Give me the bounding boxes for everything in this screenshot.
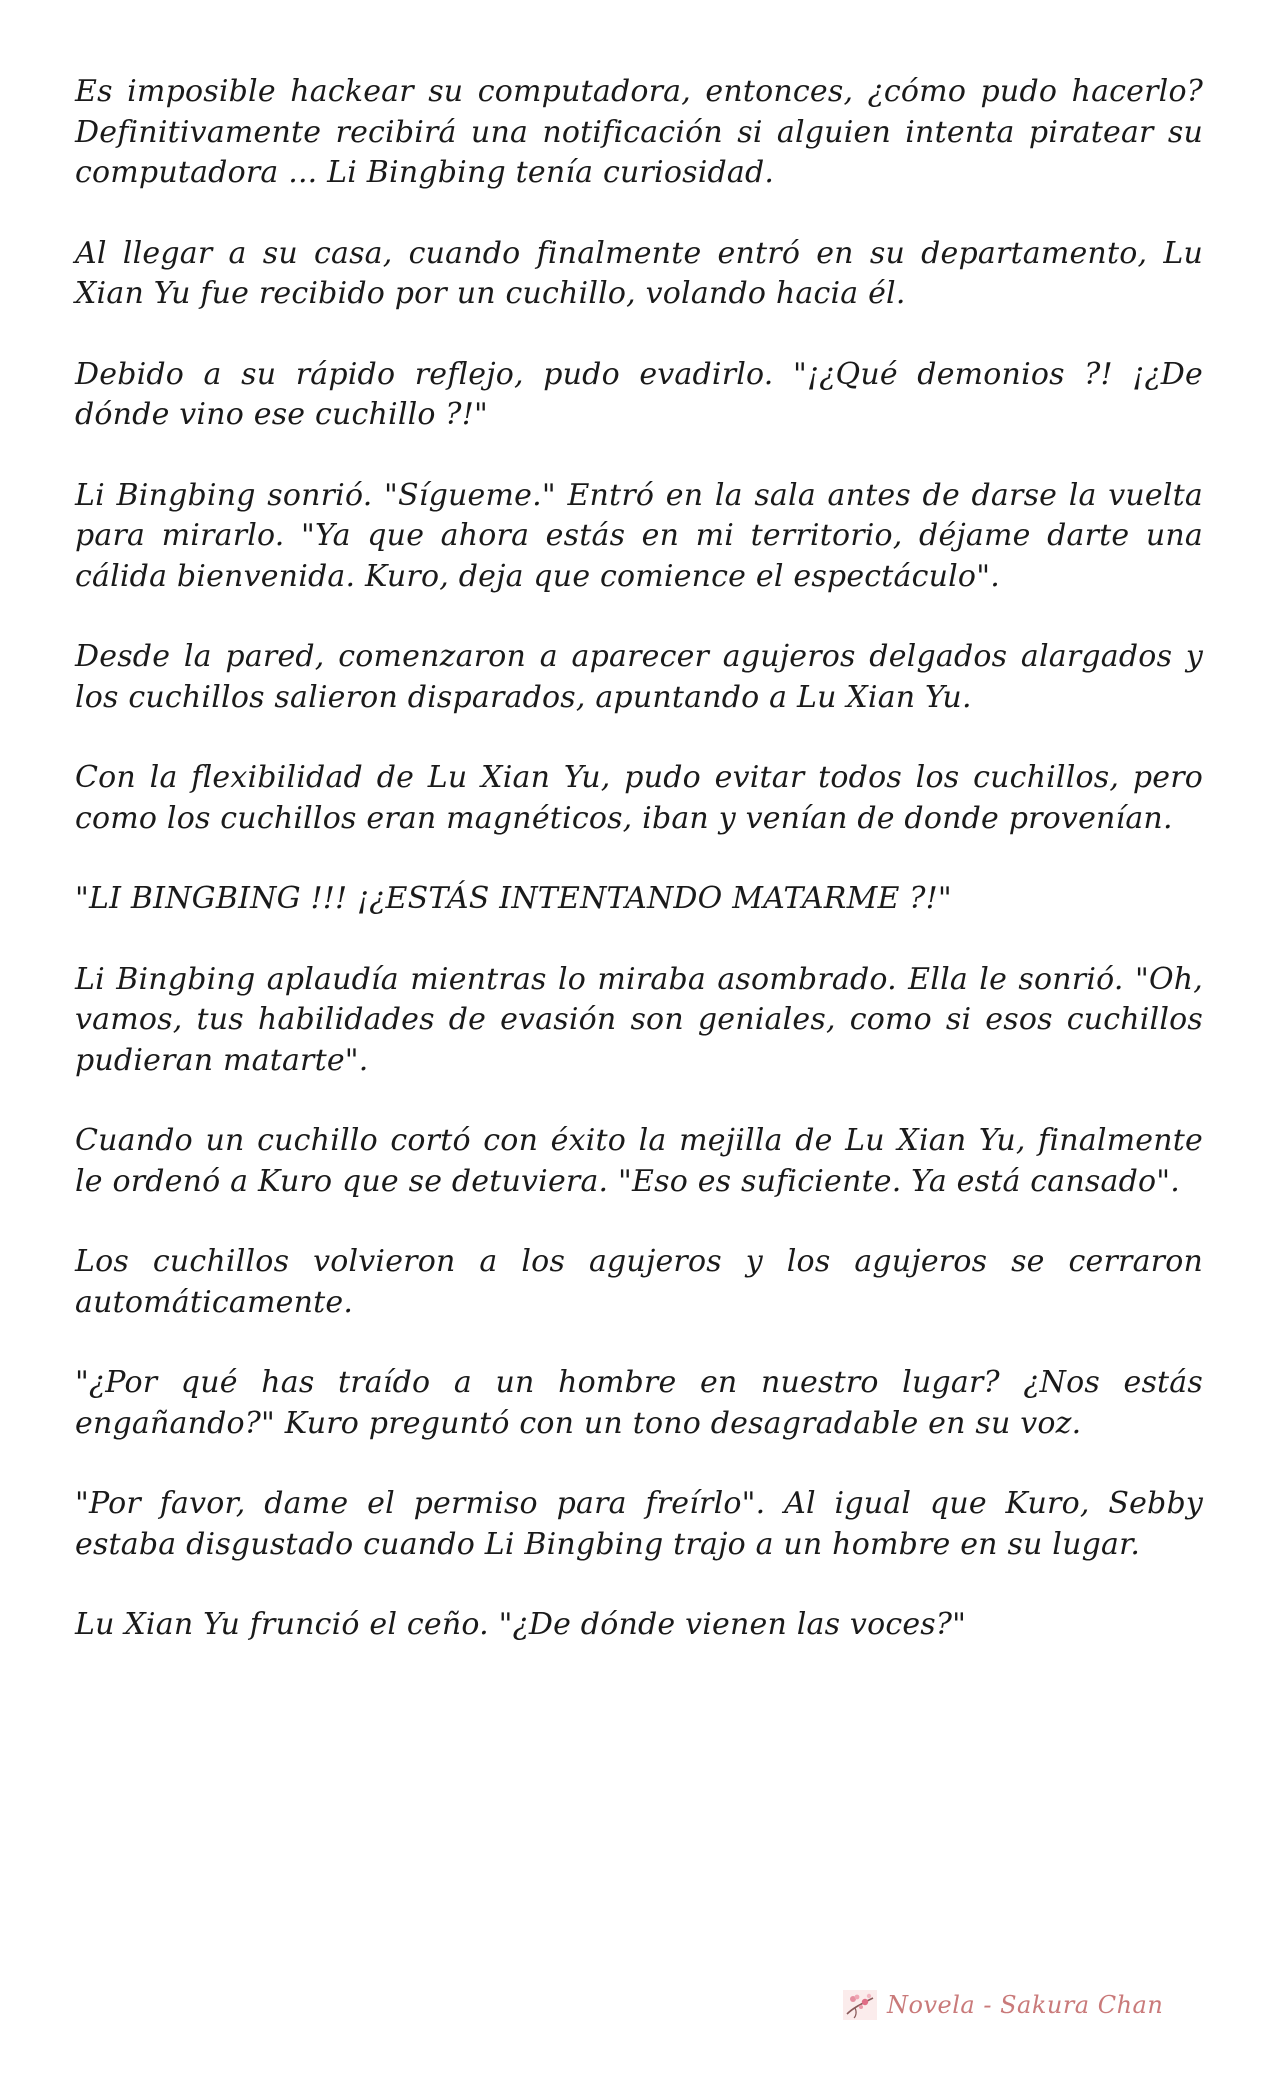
watermark-text: Novela - Sakura Chan [887,1991,1164,2019]
paragraph-3: Debido a su rápido reflejo, pudo evadirlo. "¡¿Qué demonios ?! ¡¿De dónde vino ese cuchillo ?!" [75,356,1203,432]
document-body [75,72,1203,1686]
paragraph-1: Es imposible hackear su computadora, entonces, ¿cómo pudo hacerlo? Definitivamente recibirá una notificación si alguien intenta piratear su computadora ... Li Bingbing tenía curiosidad. [75,74,1203,190]
paragraph-11: "¿Por qué has traído a un hombre en nuestro lugar? ¿Nos estás engañando?" Kuro preguntó con un tono desagradable en su voz. [75,1365,1203,1441]
watermark [843,1990,1163,2020]
paragraph-13: Lu Xian Yu frunció el ceño. "¿De dónde vienen las voces?" [75,1607,967,1642]
paragraph-10: Los cuchillos volvieron a los agujeros y los agujeros se cerraron automáticamente. [75,1244,1203,1320]
paragraph-6: Con la flexibilidad de Lu Xian Yu, pudo evitar todos los cuchillos, pero como los cuchillos eran magnéticos, iban y venían de donde provenían. [75,760,1203,836]
paragraph-8: Li Bingbing aplaudía mientras lo miraba asombrado. Ella le sonrió. "Oh, vamos, tus habilidades de evasión son geniales, como si esos cuchillos pudieran matarte". [75,961,1203,1078]
paragraph-4: Li Bingbing sonrió. "Sígueme." Entró en la sala antes de darse la vuelta para mirarlo. "Ya que ahora estás en mi territorio, déjame darte una cálida bienvenida. Kuro, deja que comience el espectáculo". [75,477,1203,594]
paragraph-7: "LI BINGBING !!! ¡¿ESTÁS INTENTANDO MATARME ?!" [75,881,952,916]
paragraph-9: Cuando un cuchillo cortó con éxito la mejilla de Lu Xian Yu, finalmente le ordenó a Kuro que se detuviera. "Eso es suficiente. Ya está cansado". [75,1123,1203,1199]
paragraph-12: "Por favor, dame el permiso para freírlo". Al igual que Kuro, Sebby estaba disgustado cuando Li Bingbing trajo a un hombre en su lugar. [75,1486,1203,1562]
paragraph-5: Desde la pared, comenzaron a aparecer agujeros delgados alargados y los cuchillos salieron disparados, apuntando a Lu Xian Yu. [75,639,1203,715]
paragraph-2: Al llegar a su casa, cuando finalmente entró en su departamento, Lu Xian Yu fue recibido por un cuchillo, volando hacia él. [75,235,1203,311]
sakura-blossom-icon [843,1990,877,2020]
